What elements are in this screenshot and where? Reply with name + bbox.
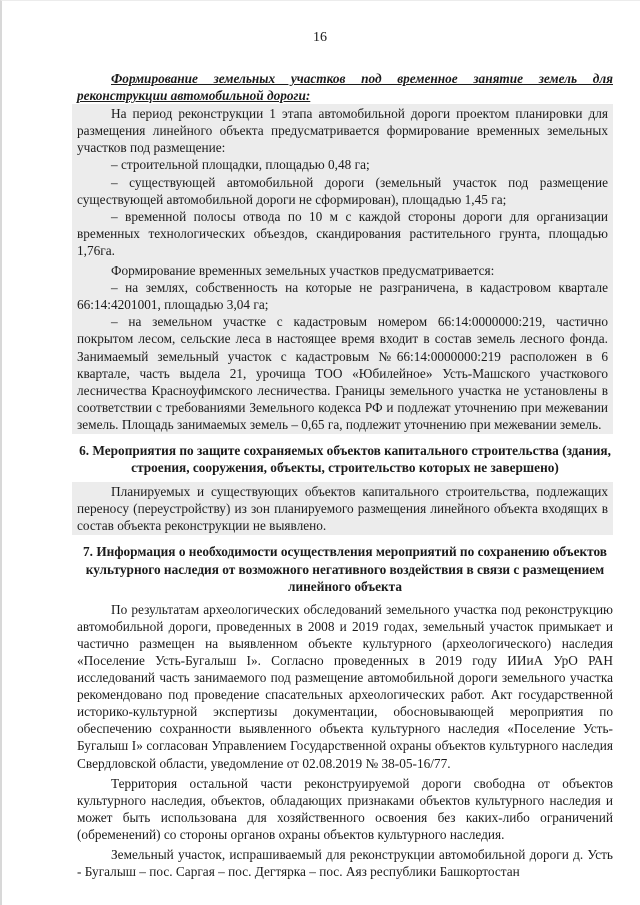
shaded-block-land-formation: [72, 104, 613, 434]
section-heading-6: 6. Мероприятия по защите сохраняемых объектов капитального строительства (здания, строения, сооружения, объекты, строительство которых не завершено): [79, 442, 611, 476]
list-item: – на земельном участке с кадастровым номером 66:14:0000000:219, частично покрытом лесом, сельские леса в настоящее время входит в состав земель лесного фонда. Занимаемый земельный участок с кадастровым №66:14:0000000:219 расположен в 6 квартале, часть выдела 21, урочища ТОО «Юбилейное» Усть-Машского участкового лесничества Красноуфимского лесничества. Границы земельного участка не установлены в соответствии с требованиями Земельного кодекса РФ и подлежат уточнению при межевании земель. Площадь занимаемых земель – 0,65 га, подлежит уточнению при межевании земель.: [77, 314, 608, 432]
list-item: – строительной площадки, площадью 0,48 га;: [111, 157, 370, 173]
page-number: 16: [313, 30, 327, 45]
shaded-block-section-6: [72, 482, 613, 535]
list-item: – временной полосы отвода по 10 м с каждой стороны дороги для организации временных технологических объездов, скандирования растительного грунта, площадью 1,76га.: [77, 208, 608, 258]
paragraph: По результатам археологических обследований земельного участка под реконструкцию автомобильной дороги, проведенных в 2008 и 2019 годах, земельный участок примыкает и частично размещен на выявленном объекте культурного (археологического) наследия «Поселение Усть-Бугалыш I». Согласно проведенных в 2019 году ИИиА УрО РАН исследований часть занимаемого под размещение автомобильной дороги земельного участка рекомендовано под проведение спасательных археологических работ. Акт государственной историко-культурной экспертизы документации, обосновывающей мероприятия по обеспечению сохранности выявленного объекта культурного наследия «Поселение Усть-Бугалыш I» согласован Управлением Государственной охраны объектов культурного наследия Свердловской области, уведомление от 02.08.2019 № 38-05-16/77.: [77, 601, 613, 771]
list-item: – на землях, собственность на которые не разграничена, в кадастровом квартале 66:14:4201001, площадью 3,04 га;: [77, 280, 608, 313]
paragraph: На период реконструкции 1 этапа автомобильной дороги проектом планировки для размещения линейного объекта предусматривается формирование временных земельных участков под размещение:: [77, 106, 608, 156]
paragraph: Земельный участок, испрашиваемый для реконструкции автомобильной дороги д. Усть - Бугалыш – пос. Саргая – пос. Дегтярка – пос. Аяз республики Башкортостан: [77, 847, 613, 880]
paragraph: Формирование временных земельных участков предусматривается:: [111, 263, 495, 279]
paragraph: Планируемых и существующих объектов капитального строительства, подлежащих переносу (переустройству) из зон планируемого размещения линейного объекта входящих в состав объекта реконструкции не выявлено.: [77, 484, 608, 534]
section-heading-land-formation: Формирование земельных участков под временное занятие земель для реконструкции автомобильной дороги:: [77, 71, 613, 104]
paragraph: Территория остальной части реконструируемой дороги свободна от объектов культурного наследия, объектов, обладающих признаками объектов культурного наследия и может быть использована для хозяйственного освоения без каких-либо ограничений (обременений) со стороны органов охраны объектов культурного наследия.: [77, 775, 613, 842]
list-item: – существующей автомобильной дороги (земельный участок под размещение существующей автомобильной дороги не сформирован), площадью 1,45 га;: [77, 174, 608, 207]
document-body: [77, 70, 613, 880]
section-heading-7: 7. Информация о необходимости осуществления мероприятий по сохранению объектов культурного наследия от возможного негативного воздействия в связи с размещением линейного объекта: [83, 544, 607, 594]
